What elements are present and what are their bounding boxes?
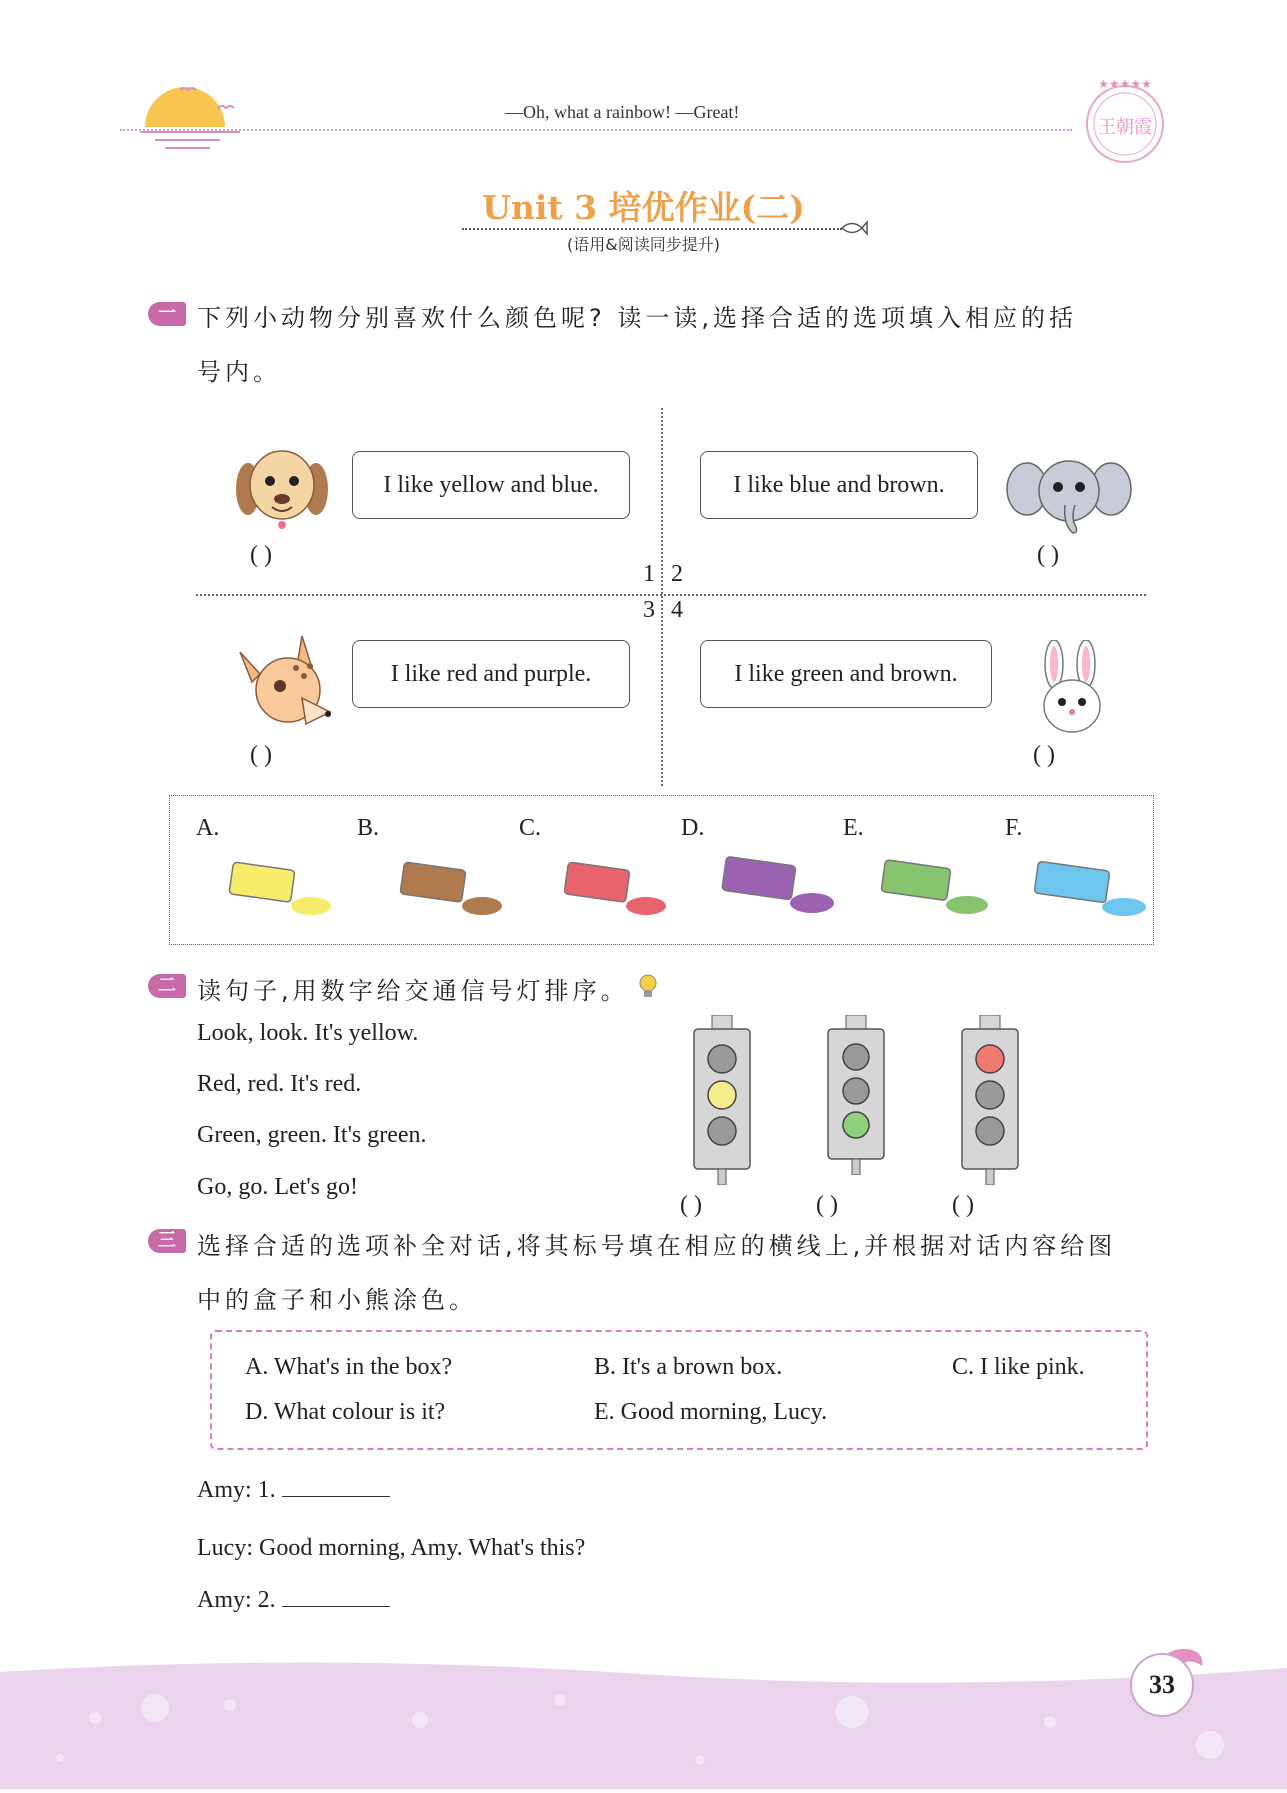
speech-bubble-4: I like green and brown. [700, 640, 992, 708]
option-letter-e: E. [843, 815, 864, 841]
speech-bubble-3: I like red and purple. [352, 640, 630, 708]
footer-wave-decoration [0, 1660, 1287, 1789]
speech-bubble-1: I like yellow and blue. [352, 451, 630, 519]
dialogue-speaker-2: Lucy: Good morning, Amy. What's this? [197, 1535, 586, 1561]
sentence-1: Look, look. It's yellow. [197, 1020, 419, 1046]
paint-tube-icon-brown [396, 860, 506, 924]
option-letter-c: C. [519, 815, 542, 841]
paint-tube-icon-blue [1030, 860, 1150, 926]
elephant-icon [1005, 455, 1133, 543]
section1-question-line1: 下列小动物分别喜欢什么颜色呢? 读一读,选择合适的选项填入相应的括 [197, 304, 1077, 332]
answer-paren-2[interactable]: ( ) [1037, 542, 1059, 568]
brand-stamp-logo [1080, 78, 1170, 170]
sentence-3: Green, green. It's green. [197, 1122, 427, 1148]
section1-question-line2: 号内。 [197, 358, 281, 386]
dialogue-speaker-1: Amy: 1. [197, 1477, 276, 1503]
answer-paren-1[interactable]: ( ) [250, 542, 272, 568]
answer-blank-2[interactable] [282, 1588, 390, 1607]
dialogue-line-1 [197, 1477, 390, 1504]
option-letter-f: F. [1005, 815, 1023, 841]
rabbit-icon [1030, 640, 1114, 742]
choice-d: D. What colour is it? [245, 1399, 446, 1425]
choices-box [210, 1330, 1148, 1450]
choice-e: E. Good morning, Lucy. [594, 1399, 828, 1425]
page-title: Unit 3 培优作业(二) [482, 188, 805, 227]
sun-decoration [140, 82, 250, 156]
quadrant-number-3: 3 [643, 597, 655, 623]
quadrant-divider-horizontal [196, 594, 1146, 596]
section-marker-2: 二 [148, 974, 186, 998]
dog-icon [232, 445, 332, 535]
section3-question-line2: 中的盒子和小熊涂色。 [197, 1286, 477, 1314]
paint-tube-icon-green [877, 858, 992, 924]
choice-b: B. It's a brown box. [594, 1354, 783, 1380]
title-underline [462, 228, 842, 230]
header-divider [120, 129, 1072, 131]
section-marker-3: 三 [148, 1229, 186, 1253]
section3-question-line1: 选择合适的选项补全对话,将其标号填在相应的横线上,并根据对话内容给图 [197, 1232, 1117, 1260]
dialogue-speaker-3: Amy: 2. [197, 1587, 276, 1613]
sentence-4: Go, go. Let's go! [197, 1174, 358, 1200]
option-letter-a: A. [196, 815, 220, 841]
option-letter-b: B. [357, 815, 380, 841]
svg-text:★★★★★: ★★★★★ [1098, 78, 1152, 91]
traffic-light-red-icon [958, 1015, 1022, 1189]
answer-paren-4[interactable]: ( ) [1033, 742, 1055, 768]
light-answer-paren-1[interactable]: ( ) [680, 1192, 702, 1218]
section2-question: 读句子,用数字给交通信号灯排序。 [197, 977, 629, 1005]
quadrant-number-1: 1 [643, 561, 655, 587]
traffic-light-green-icon [824, 1015, 888, 1179]
paint-tube-icon-yellow [225, 860, 335, 924]
paint-tube-icon-purple [718, 855, 838, 923]
quadrant-number-4: 4 [671, 597, 683, 623]
option-letter-d: D. [681, 815, 705, 841]
deer-icon [232, 632, 336, 742]
quadrant-number-2: 2 [671, 561, 683, 587]
page-subtitle: (语用&阅读同步提升) [567, 235, 720, 254]
section-marker-1: 一 [148, 302, 186, 326]
quadrant-divider-vertical [661, 408, 663, 786]
traffic-light-yellow-icon [690, 1015, 754, 1189]
header-motto: —Oh, what a rainbow! —Great! [505, 102, 740, 122]
paint-tube-icon-red [560, 860, 670, 924]
light-answer-paren-3[interactable]: ( ) [952, 1192, 974, 1218]
dialogue-line-3 [197, 1587, 390, 1614]
sentence-2: Red, red. It's red. [197, 1071, 362, 1097]
light-answer-paren-2[interactable]: ( ) [816, 1192, 838, 1218]
page-number: 33 [1130, 1653, 1194, 1717]
dialogue-line-2 [197, 1535, 585, 1562]
choice-c: C. I like pink. [952, 1354, 1085, 1380]
speech-bubble-2: I like blue and brown. [700, 451, 978, 519]
svg-text:王朝霞: 王朝霞 [1098, 117, 1152, 138]
answer-paren-3[interactable]: ( ) [250, 742, 272, 768]
answer-blank-1[interactable] [282, 1478, 390, 1497]
choice-a: A. What's in the box? [245, 1354, 453, 1380]
lightbulb-icon [636, 972, 660, 1004]
